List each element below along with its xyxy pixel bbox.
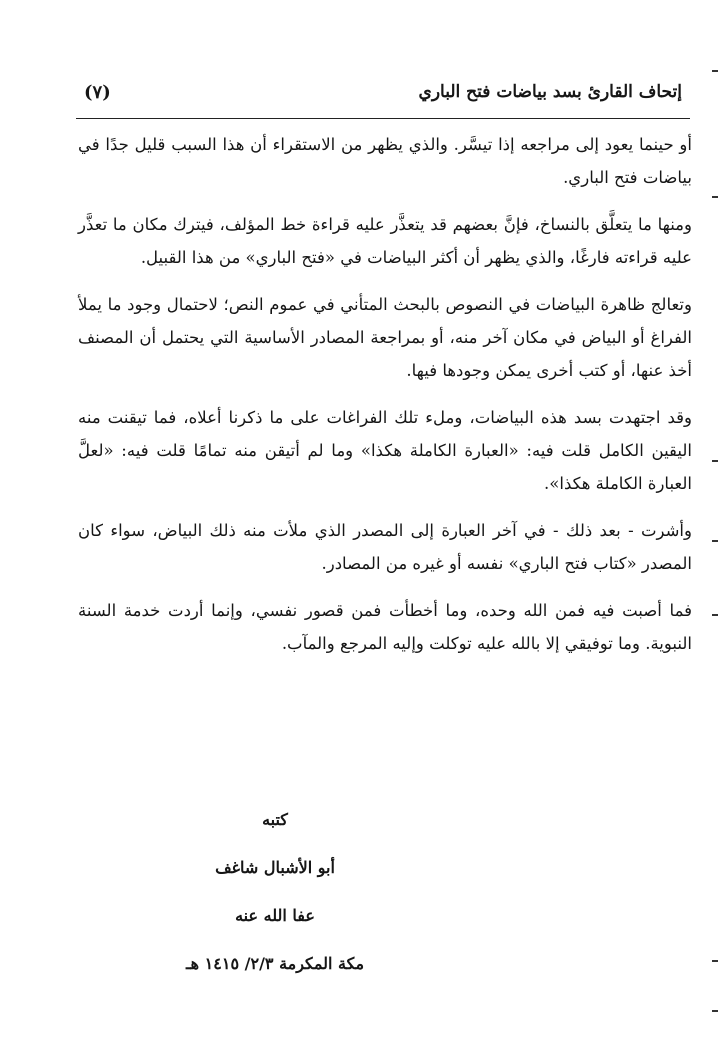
- signature-label: كتبه: [262, 810, 288, 829]
- margin-mark: [712, 460, 718, 462]
- signature-block: [160, 796, 390, 988]
- body-text: [78, 128, 692, 660]
- page-number: (٧): [84, 82, 111, 103]
- paragraph: ومنها ما يتعلَّق بالنساخ، فإنَّ بعضهم قد يتعذَّر عليه قراءة خط المؤلف، فيترك مكان ما تعذَّر عليه قراءته فارغًا، والذي يظهر أن أكثر البياضات في «فتح الباري» من هذا القبيل.: [78, 215, 692, 267]
- header-title: إتحاف القارئ بسد بياضات فتح الباري: [418, 82, 682, 102]
- signature-name: أبو الأشبال شاغف: [215, 858, 335, 877]
- paragraph: أو حينما يعود إلى مراجعه إذا تيسَّر. والذي يظهر من الاستقراء أن هذا السبب قليل جدًا في بياضات فتح الباري.: [78, 135, 692, 187]
- margin-mark: [712, 1010, 718, 1012]
- margin-mark: [712, 960, 718, 962]
- paragraph: فما أصبت فيه فمن الله وحده، وما أخطأت فمن قصور نفسي، وإنما أردت خدمة السنة النبوية. وما توفيقي إلا بالله عليه توكلت وإليه المرجع والمآب.: [78, 601, 692, 653]
- margin-mark: [712, 540, 718, 542]
- signature-prayer: عفا الله عنه: [235, 906, 315, 925]
- running-header: [76, 74, 690, 112]
- paragraph: وتعالج ظاهرة البياضات في النصوص بالبحث المتأني في عموم النص؛ لاحتمال وجود ما يملأ الفراغ أو البياض في مكان آخر منه، أو بمراجعة المصادر الأساسية التي يحتمل أن المصنف أخذ عنها، أو كتب أخرى يمكن وجودها فيها.: [78, 295, 692, 380]
- signature-place-date: مكة المكرمة ٢/٣/ ١٤١٥ هـ: [185, 954, 365, 973]
- header-rule: [76, 118, 690, 119]
- paragraph: وقد اجتهدت بسد هذه البياضات، وملء تلك الفراغات على ما ذكرنا أعلاه، فما تيقنت منه اليقين الكامل قلت فيه: «العبارة الكاملة هكذا» وما لم أتيقن منه تمامًا قلت فيه: «لعلَّ العبارة الكاملة هكذا».: [78, 408, 692, 493]
- margin-mark: [712, 70, 718, 72]
- paragraph: وأشرت - بعد ذلك - في آخر العبارة إلى المصدر الذي ملأت منه ذلك البياض، سواء كان المصدر «كتاب فتح الباري» نفسه أو غيره من المصادر.: [78, 521, 692, 573]
- margin-mark: [712, 196, 718, 198]
- margin-mark: [712, 614, 718, 616]
